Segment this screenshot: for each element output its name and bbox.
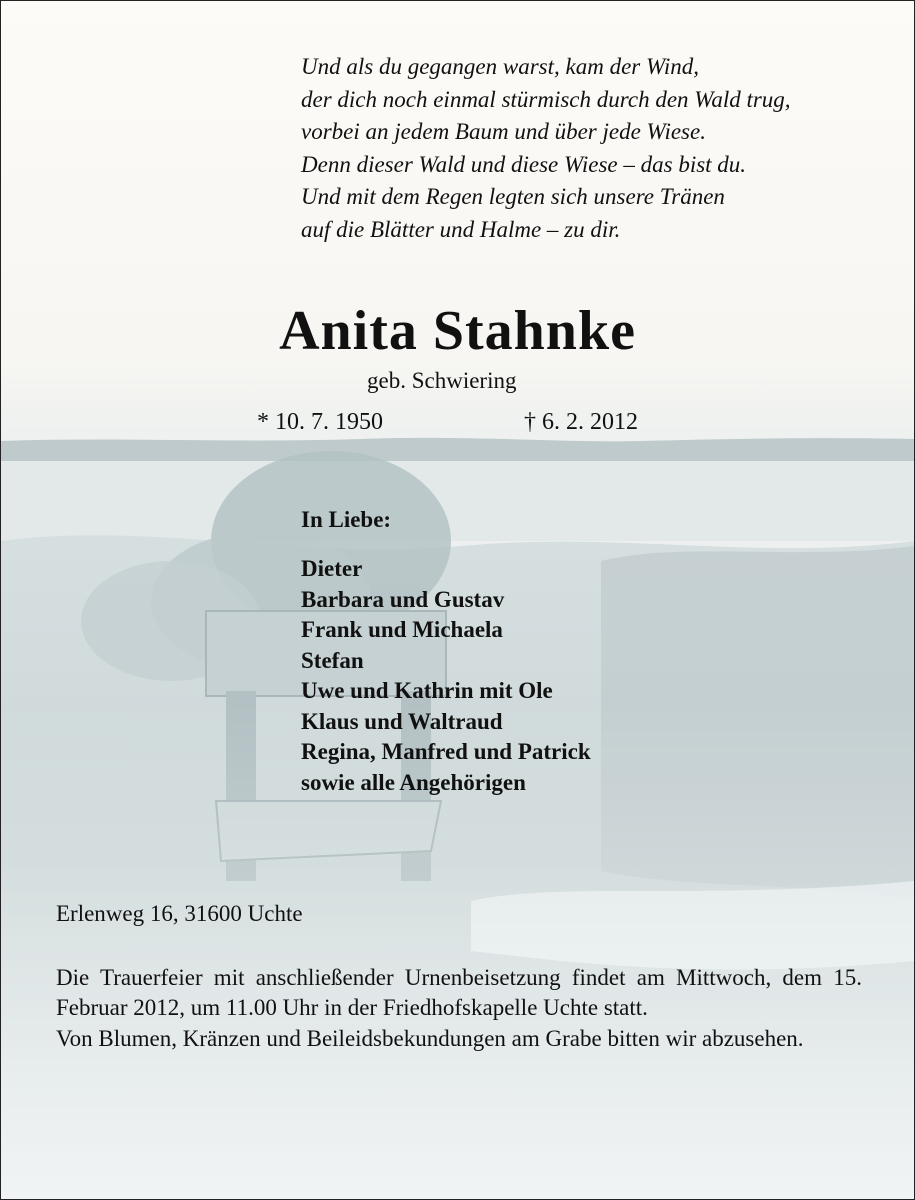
- poem: [301, 51, 791, 246]
- mourner-name: Frank und Michaela: [301, 617, 503, 642]
- address: Erlenweg 16, 31600 Uchte: [56, 901, 303, 926]
- maiden-name: geb. Schwiering: [367, 368, 517, 393]
- poem-line: Und als du gegangen warst, kam der Wind,: [301, 54, 700, 79]
- mourner-name: Stefan: [301, 647, 364, 673]
- poem-line: Denn dieser Wald und diese Wiese – das bist du.: [301, 151, 747, 177]
- mourners-heading: In Liebe:: [301, 507, 392, 532]
- poem-line: vorbei an jedem Baum und über jede Wiese.: [301, 119, 706, 144]
- deceased-name: Anita Stahnke: [279, 300, 636, 362]
- poem-line: Und mit dem Regen legten sich unsere Tränen: [301, 184, 725, 209]
- poem-line: auf die Blätter und Halme – zu dir.: [301, 216, 621, 242]
- mourner-name: Regina, Manfred und Patrick: [301, 739, 591, 764]
- mourner-name: Klaus und Waltraud: [301, 708, 503, 734]
- mourner-name: Dieter: [301, 556, 363, 581]
- mourners-list: [301, 554, 591, 798]
- birth-date: * 10. 7. 1950: [257, 409, 383, 435]
- poem-line: der dich noch einmal stürmisch durch den Wald trug,: [301, 86, 791, 112]
- flowers-request: Von Blumen, Kränzen und Beileidsbekundungen am Grabe bitten wir abzusehen.: [56, 1026, 804, 1051]
- mourner-name: sowie alle Angehörigen: [301, 769, 526, 795]
- ceremony-info: Die Trauerfeier mit anschließender Urnenbeisetzung findet am Mittwoch, dem 15. Februar 2012, um 11.00 Uhr in der Friedhofskapelle Uchte statt.: [56, 965, 862, 1020]
- death-date: † 6. 2. 2012: [524, 409, 638, 435]
- mourner-name: Barbara und Gustav: [301, 586, 505, 612]
- mourner-name: Uwe und Kathrin mit Ole: [301, 678, 553, 703]
